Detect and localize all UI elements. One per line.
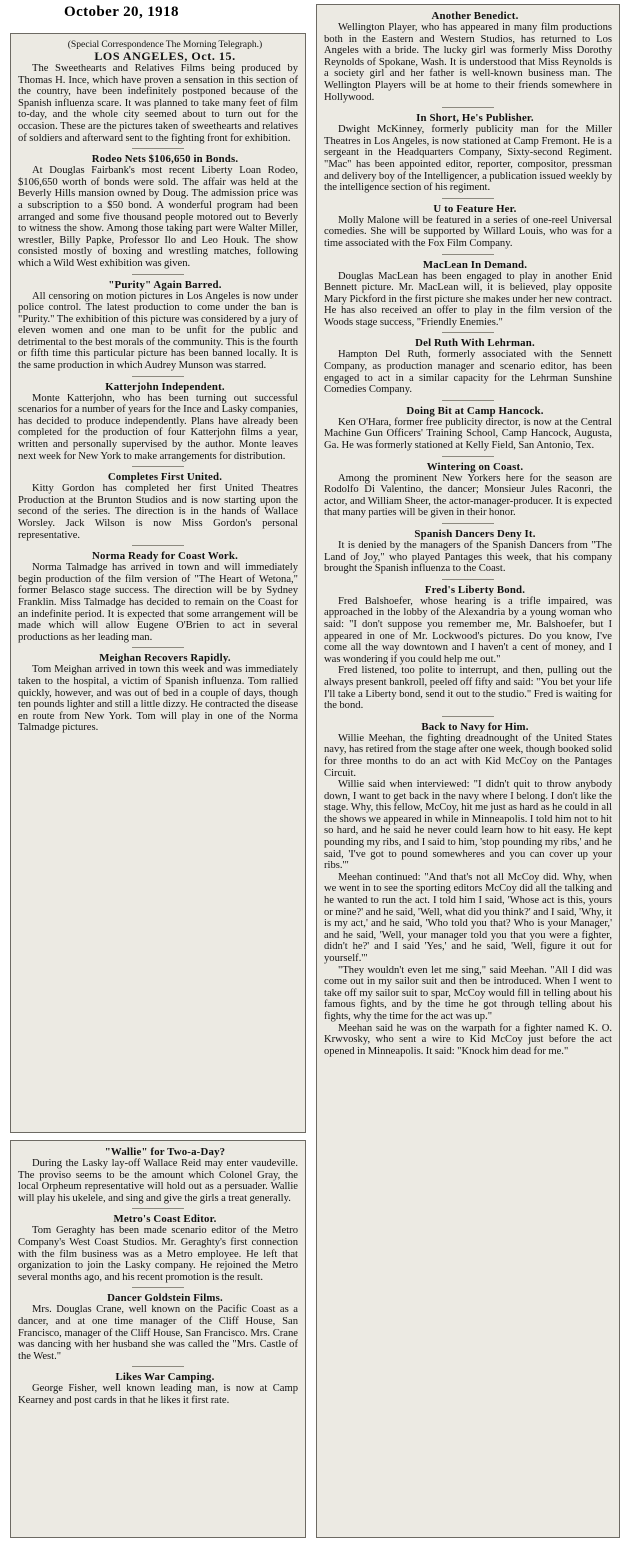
paragraph: Fred listened, too polite to interrupt, and then, pulling out the always present bankroll, peeled off fifty and said: "You bet your life I'll take a Liberty bond, send it out to the studio." Fred is waiting for the bond. <box>324 665 612 712</box>
section-headline: Spanish Dancers Deny It. <box>414 528 536 540</box>
paragraph: Monte Katterjohn, who has been turning out successful scenarios for a number of years for the Ince and Lasky companies, has decided to produce independently. Plans have already been completed for the production of four Katterjohn films a year, written and personally supervised by the author. Monte leaves next week for New York to make arrangements for distribution. <box>18 392 298 462</box>
divider-rule <box>132 1287 184 1288</box>
divider-rule <box>442 107 494 108</box>
divider-rule <box>442 332 494 333</box>
paragraph: Douglas MacLean has been engaged to play in another Enid Bennett picture. Mr. MacLean will, it is believed, play opposite Mary Pickford in the first picture she makes under her new contract. He has also received an offer to play in the film version of the Woods stage success, "Friendly Enemies." <box>324 270 612 328</box>
section-headline: Doing Bit at Camp Hancock. <box>406 404 544 417</box>
section-headline: Another Benedict. <box>431 10 519 22</box>
section-headline: Dancer Goldstein Films. <box>107 1292 223 1305</box>
divider-rule <box>132 376 184 377</box>
paragraph: Norma Talmadge has arrived in town and will immediately begin production of the film version of "The Heart of Wetona," former Belasco stage success. The direction will be by Sydney Franklin. Miss Talmadge has decided to remain on the Coast for an indefinite period. It is expected that some arrangement will be made which will allow Eugene O'Brien to act in several productions as her leading man. <box>18 562 298 643</box>
divider-rule <box>132 545 184 546</box>
paragraph: Molly Malone will be featured in a series of one-reel Universal comedies. She will be supported by Willard Louis, who was for a time associated with the Fox Film Company. <box>324 214 612 249</box>
paragraph: Tom Geraghty has been made scenario editor of the Metro Company's West Coast Studios. Mr. Geraghty's first connection with the film business was as a Metro employee. He left that organization to join the Lasky company. He rejoined the Metro several months ago, and his recent promotion is the result. <box>18 1225 298 1283</box>
divider-rule <box>442 579 494 580</box>
section-headline: Fred's Liberty Bond. <box>424 583 526 596</box>
divider-rule <box>132 274 184 275</box>
dateline-headline: LOS ANGELES, Oct. 15. <box>94 49 236 63</box>
divider-rule <box>442 716 494 717</box>
section-headline: Del Ruth With Lehrman. <box>415 337 535 350</box>
paragraph: The Sweethearts and Relatives Films being produced by Thomas H. Ince, which have proven a sensation in this section of the country, have been indefinitely postponed because of the Spanish influenza scare. It was planned to take many feet of film to-day, and the whole city seemed about to turn out for the occasion. These are the pictures taken of sweethearts and relatives of soldiers and afterward sent to the fighting front for exhibition. <box>18 63 298 144</box>
article-body-left-upper <box>18 39 298 734</box>
paragraph: Tom Meighan arrived in town this week and was immediately taken to the hospital, a victim of Spanish influenza. Tom rallied quickly, however, and was out of bed in a couple of days, though ten pounds lighter and still a little dizzy. He contracted the disease en route from New York. Tom will play in one of the Norma Talmadge pictures. <box>18 664 298 734</box>
paragraph: All censoring on motion pictures in Los Angeles is now under police control. The latest production to come under the ban is "Purity." The exhibition of this picture was considered by a jury of eleven women and one man to be unfit for the public and detrimental to the best morals of the community. This is the fourth or fifth time this particular picture has been banned locally. It is the same production in which Audrey Munson was starred. <box>18 290 298 372</box>
article-body-right <box>324 10 612 1057</box>
section-headline: Completes First United. <box>107 471 223 484</box>
divider-rule <box>132 1366 184 1367</box>
paragraph: Hampton Del Ruth, formerly associated with the Sennett Company, as production manager and scenario editor, has been engaged to act in a similar capacity for the Lehrman Sunshine Comedies Company. <box>324 349 612 396</box>
column-left-upper <box>10 33 306 1133</box>
paragraph: Willie said when interviewed: "I didn't quit to throw anybody down, I want to get back in the navy where I belong. I don't like the stage. Why, this fellow, McCoy, hit me just as hard as he could in all the shows we appeared in while in Minneapolis. I told him not to hit so hard, and he said he never could learn how to hit easy. He kept pounding my ribs, and I said to him, 'stop pounding my ribs,' and he said, 'I've got to pound somewheres and you can cover up your ribs.'" <box>324 779 612 872</box>
section-headline: Likes War Camping. <box>115 1371 215 1384</box>
paragraph: Willie Meehan, the fighting dreadnought of the United States navy, has retired from the stage after one week, though booked solid for three months to do an act with Kid McCoy on the Pantages Circuit. <box>324 732 612 779</box>
paragraph: Kitty Gordon has completed her first United Theatres Production at the Brunton Studios and is now starting upon the second of the series. The direction is in the hands of Wallace Worsley. Jack Wilson is now Miss Gordon's personal representative. <box>18 483 298 541</box>
paragraph: George Fisher, well known leading man, is now at Camp Kearney and post cards in that he likes it first rate. <box>18 1383 298 1406</box>
paragraph: Fred Balshoefer, whose hearing is a trifle impaired, was approached in the lobby of the Alexandria by a young woman who said: "I don't suppose you remember me, Mr. Balshoefer, but I appeared in one of Mr. Lockwood's pictures. Do you know, I've come all the way downtown and I haven't a cent of money, and I was wondering if you could help me out." <box>324 595 612 665</box>
section-headline: Rodeo Nets $106,650 in Bonds. <box>91 153 239 166</box>
divider-rule <box>442 523 494 524</box>
paragraph: Mrs. Douglas Crane, well known on the Pacific Coast as a dancer, and at one time manager of the Cliff House, San Francisco, manager of the Cliff House, San Francisco. Mrs. Crane was dancing with her husband she was called the "Mrs. Castle of the West." <box>18 1304 298 1362</box>
section-headline: Wintering on Coast. <box>426 460 524 473</box>
paragraph: It is denied by the managers of the Spanish Dancers from "The Land of Joy," who played Pantages this week, that his company brought the Spanish influenza to the Coast. <box>324 540 612 575</box>
paragraph: At Douglas Fairbank's most recent Liberty Loan Rodeo, $106,650 worth of bonds were sold. The affair was held at the Beverly Hills mansion owned by Doug. The admission price was a subscription to a $50 bond. A wonderful program had been arranged and some five thousand people motored out to Beverly to witness the show. Among those taking part were Walter Miller, wrestler, Billy Papke, Professor Ilo and Leo Houk. The show consisted mostly of boxing and wrestling matches, following which a Wild West exhibition was given. <box>18 165 298 269</box>
paragraph: "They wouldn't even let me sing," said Meehan. "All I did was come out in my sailor suit and then be introduced. When I went to take off my sailor suit to spar, McCoy would fill in telling about his famous fights, and by the time he got through telling about his fights, why the time for the act was up." <box>324 964 612 1022</box>
column-right <box>316 4 620 1538</box>
divider-rule <box>442 198 494 199</box>
section-headline: In Short, He's Publisher. <box>416 112 534 125</box>
paragraph: Meehan said he was on the warpath for a fighter named K. O. Krwvosky, who sent a wire to Kid McCoy just before the act opened in Minneapolis. It said: "Knock him dead for me." <box>324 1022 612 1057</box>
section-headline: Meighan Recovers Rapidly. <box>99 652 231 665</box>
section-headline: Katterjohn Independent. <box>105 380 225 393</box>
divider-rule <box>132 148 184 149</box>
divider-rule <box>442 254 494 255</box>
divider-rule <box>132 466 184 467</box>
section-headline: Metro's Coast Editor. <box>113 1213 217 1226</box>
section-headline: MacLean In Demand. <box>422 258 528 271</box>
divider-rule <box>132 647 184 648</box>
page-date: October 20, 1918 <box>64 4 179 20</box>
divider-rule <box>132 1208 184 1209</box>
divider-rule <box>442 400 494 401</box>
divider-rule <box>442 456 494 457</box>
paragraph: Wellington Player, who has appeared in many film productions both in the Eastern and Western Studios, has returned to Los Angeles with a bride. The lucky girl was formerly Miss Dorothy Reynolds of Spokane, Wash. It is understood that Miss Reynolds is a society girl and her father is well-known business man. The Wellington Players will be at home to their friends somewhere in Hollywood. <box>324 22 612 103</box>
section-headline: Back to Navy for Him. <box>421 720 529 733</box>
paragraph: Among the prominent New Yorkers here for the season are Rodolfo Di Valentino, the dancer; Monsieur Jules Raconri, the actor, and William Sheer, the actor-manager-producer. It is expected that many parties will be given in their honor. <box>324 472 612 519</box>
correspondence-kicker: (Special Correspondence The Morning Telegraph.) <box>67 39 263 50</box>
section-headline: U to Feature Her. <box>433 202 517 215</box>
paragraph: Ken O'Hara, former free publicity director, is now at the Central Machine Gun Officers' Training School, Camp Hancock, Augusta, Ga. He was formerly stationed at Kelly Field, San Antonio, Tex. <box>324 416 612 452</box>
section-headline: "Purity" Again Barred. <box>108 278 222 291</box>
section-headline: "Wallie" for Two-a-Day? <box>104 1146 226 1158</box>
column-left-lower <box>10 1140 306 1538</box>
article-body-left-lower <box>18 1146 298 1407</box>
paragraph: During the Lasky lay-off Wallace Reid may enter vaudeville. The proviso seems to be the amount which Colonel Gray, the local Orpheum representative will hold out as a persuader. Wallie will play his ukelele, and sing and give the girls a treat generally. <box>18 1158 298 1204</box>
section-headline: Norma Ready for Coast Work. <box>91 550 239 563</box>
paragraph: Meehan continued: "And that's not all McCoy did. Why, when we went in to see the sporting editors McCoy did all the talking and he wanted to run the act. I told him I said, 'Whose act is this, yours or mine?' and he said, 'Well, what did you think?' and I said, 'Why, it is my act,' and he said, 'Who told you that? Who is your Manager,' and he said, 'Well, your manager told you that you were a fighter, didn't he?' and I said 'Yes,' and he said, 'Well, figure it out for yourself.'" <box>324 871 612 964</box>
paragraph: Dwight McKinney, formerly publicity man for the Miller Theatres in Los Angeles, is now stationed at Camp Fremont. He is a sergeant in the Headquarters Company, Sixty-second Regiment. "Mac" has been appointed editor, reporter, compositor, pressman and delivery boy of the Intelligencer, a publication issued weekly by the intelligence section of his regiment. <box>324 124 612 194</box>
